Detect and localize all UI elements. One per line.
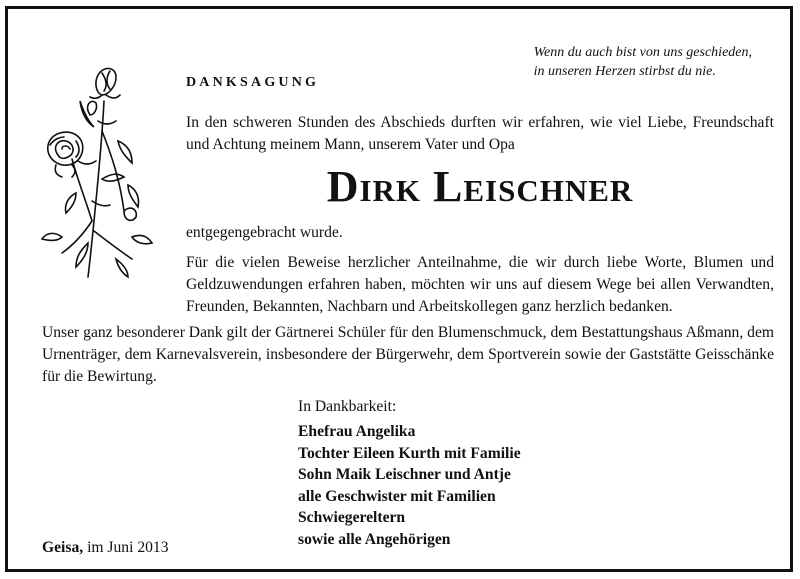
- deceased-name: Dirk Leischner: [326, 162, 634, 211]
- family-member: Schwiegereltern: [298, 509, 406, 527]
- closing-line: In Dankbarkeit:: [298, 398, 397, 415]
- family-member: sowie alle Angehörigen: [298, 530, 451, 548]
- intro-paragraph: In den schweren Stunden des Abschieds durften wir erfahren, wie viel Liebe, Freundschaft und Achtung meinem Mann, unserem Vater und Opa: [186, 114, 774, 153]
- family-list: [298, 421, 521, 551]
- rose-branch-icon: [32, 61, 158, 279]
- notice-frame: [5, 6, 793, 572]
- motto: [534, 43, 752, 81]
- place-date: [42, 539, 169, 557]
- family-member: alle Geschwister mit Familien: [298, 487, 496, 505]
- special-thanks-paragraph: Unser ganz besonderer Dank gilt der Gärtnerei Schüler für den Blumenschmuck, dem Bestattungshaus Aßmann, dem Urnenträger, dem Karnevalsverein, insbesondere der Bürgerwehr, dem Sportverein sowie der Gaststätte Geisschänke für die Bewirtung.: [42, 324, 774, 385]
- thanks-paragraph: Für die vielen Beweise herzlicher Anteilnahme, die wir durch liebe Worte, Blumen und Geldzuwendungen erfahren haben, möchten wir uns auf diesem Wege bei allen Verwandten, Freunden, Bekannten, Nachbarn und Arbeitskollegen ganz herzlich bedanken.: [186, 254, 774, 315]
- after-name-text: entgegengebracht wurde.: [186, 224, 343, 241]
- motto-line-1: Wenn du auch bist von uns geschieden,: [533, 45, 752, 60]
- heading: DANKSAGUNG: [186, 75, 320, 90]
- place: Geisa,: [42, 539, 84, 556]
- motto-line-2: in unseren Herzen stirbst du nie.: [533, 64, 716, 79]
- family-member: Tochter Eileen Kurth mit Familie: [298, 444, 521, 462]
- family-member: Ehefrau Angelika: [298, 423, 416, 440]
- date: im Juni 2013: [87, 539, 169, 556]
- family-member: Sohn Maik Leischner und Antje: [298, 466, 511, 484]
